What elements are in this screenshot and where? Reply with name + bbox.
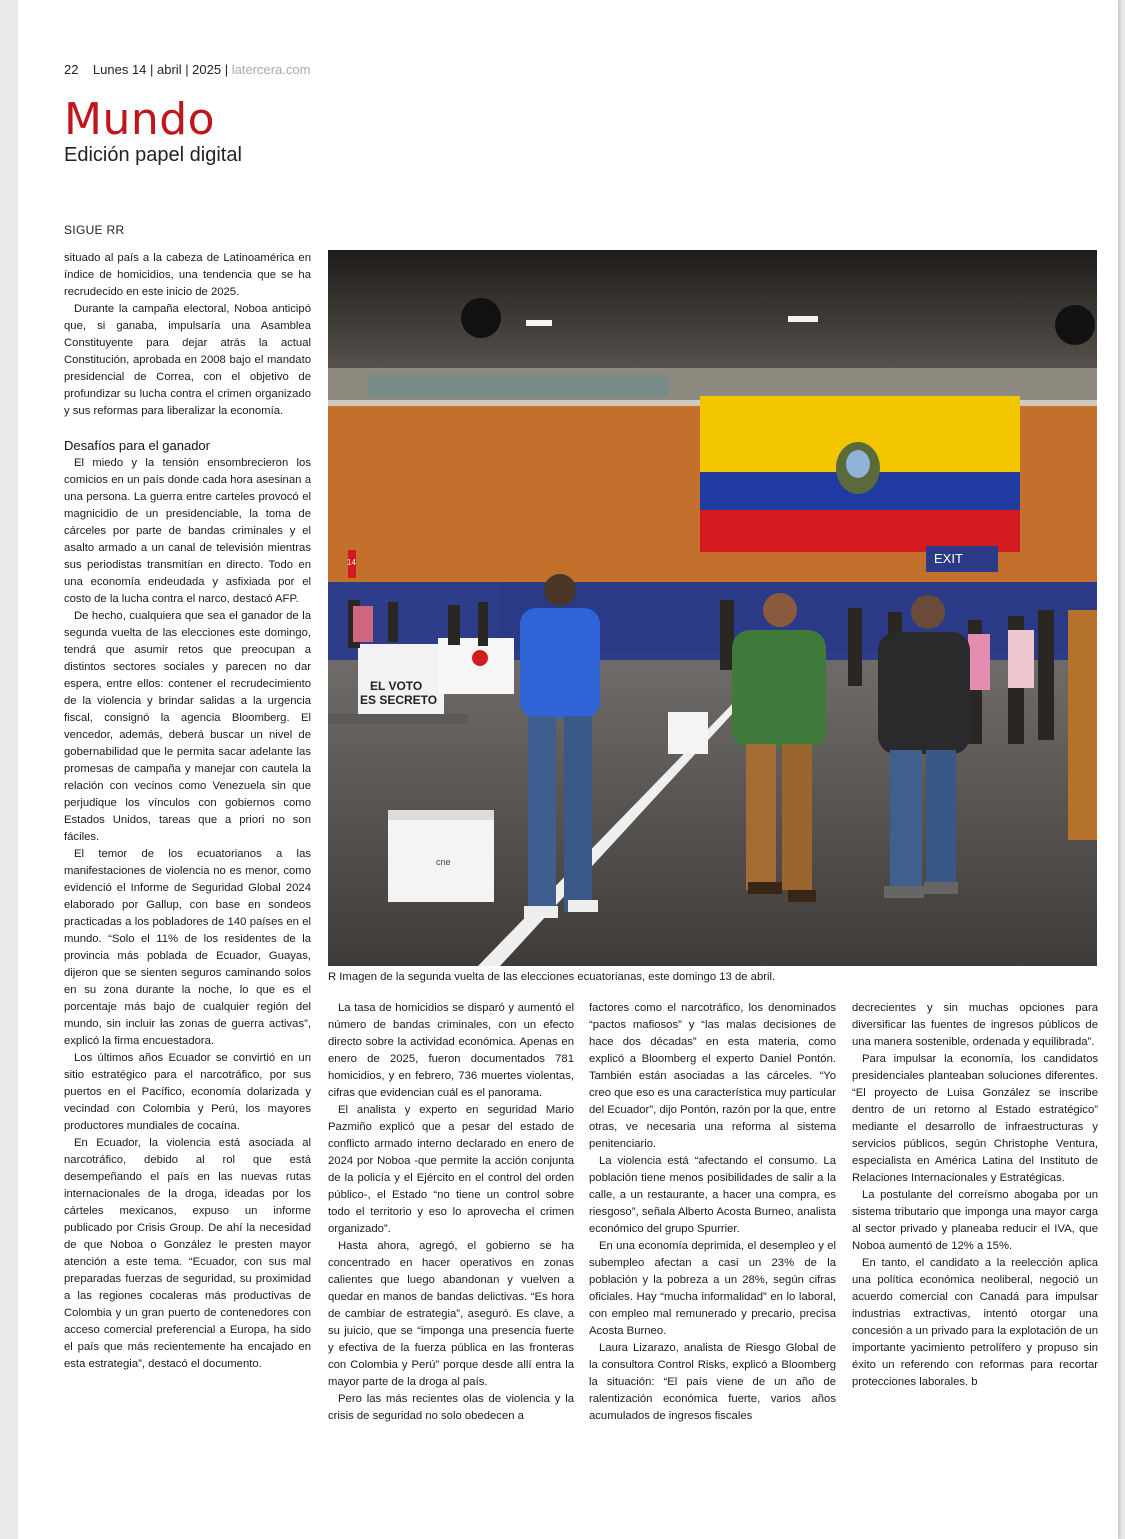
flag-red-stripe: [700, 510, 1020, 552]
page-number: 22: [64, 62, 79, 77]
paragraph: El miedo y la tensión ensombrecieron los comicios en un país donde cada hora asesinan a una persona. La guerra entre carteles provocó el magnicidio de un presidenciable, la toma de cárceles por parte de bandas criminales y el asalto armado a un canal de televisión mientras sus periodistas transmitían en directo. Todo en una economía endeudada y asfixiada por el costo de la lucha contra el narco, destacó AFP.: [64, 457, 311, 605]
paragraph: El temor de los ecuatorianos a las manifestaciones de violencia no es menor, como evidenció el Informe de Seguridad Global 2024 elaborado por Gallup, con base en sondeos practicadas a los pobladores de 140 países en el mundo. “Solo el 11% de los residentes de la provincia más poblada de Ecuador, Guayas, dijeron que se sienten seguros caminando solos en su zona durante la noche, lo que es el porcentaje más bajo de cualquier región del mundo, sin incluir las zonas de guerra activas”, explicó la firma encuestadora.: [64, 848, 311, 1047]
article-column-2: [328, 1000, 574, 1425]
exit-sign-text: EXIT: [934, 551, 963, 566]
site-link[interactable]: latercera.com: [231, 62, 311, 77]
photo-caption: R Imagen de la segunda vuelta de las elecciones ecuatorianas, este domingo 13 de abril.: [328, 971, 776, 983]
paragraph: Durante la campaña electoral, Noboa anticipó que, si ganaba, impulsaría una Asamblea Constituyente para dejar atrás la actual Constitución, aprobada en 2008 bajo el mandato presidencial de Correa, con el objetivo de profundizar su lucha contra el crimen organizado y sus reformas para liberalizar la economía.: [64, 303, 311, 417]
paragraph: Pero las más recientes olas de violencia y la crisis de seguridad no solo obedecen a: [328, 1393, 574, 1422]
page-date: Lunes 14 | abril | 2025 |: [92, 62, 229, 77]
paragraph: Laura Lizarazo, analista de Riesgo Global de la consultora Control Risks, explicó a Bloomberg la situación: “El país viene de un año de ralentización económica fuerte, varios años acumulados de ingresos fiscales: [589, 1342, 836, 1422]
page-header-line: [64, 62, 310, 77]
newspaper-page: [18, 0, 1118, 1539]
paragraph: Los últimos años Ecuador se convirtió en un sitio estratégico para el narcotráfico, por sus puertos en el Pacífico, economía dolarizada y vecindad con Colombia y Perú, los mayores productores mundiales de cocaína.: [64, 1052, 311, 1132]
ecuador-flag: [700, 396, 1020, 552]
paragraph: La postulante del correísmo abogaba por un sistema tributario que imponga una mayor carga al sector privado y planeaba reducir el IVA, que Noboa aumentó de 12% a 15%.: [852, 1189, 1098, 1252]
edition-subtitle: Edición papel digital: [64, 144, 242, 166]
paragraph: factores como el narcotráfico, los denominados “pactos mafiosos” y “las malas decisiones de hace dos décadas” en esta materia, como explicó a Bloomberg el experto Daniel Pontón. También están asociadas a las cárceles. “Yo creo que eso es una característica muy particular del Ecuador”, dijo Pontón, razón por la que, entre otras, ve necesaria una reforma al sistema penitenciario.: [589, 1002, 836, 1150]
paragraph: Hasta ahora, agregó, el gobierno se ha concentrado en hacer operativos en zonas calientes que luego abandonan y vuelven a quedar en manos de bandas delictivas. “Es hora de cambiar de estrategia”, aseguró. Es clave, a su juicio, que se “imponga una presencia fuerte y efectiva de la fuerza pública en las fronteras con Colombia y Perú” porque desde allí entra la mayor parte de la droga al país.: [328, 1240, 574, 1388]
article-column-4: [852, 1000, 1098, 1391]
paragraph: situado al país a la cabeza de Latinoamérica en índice de homicidios, una tendencia que se ha recrudecido en este inicio de 2025.: [64, 252, 311, 298]
column-marker: 14: [347, 558, 356, 567]
paragraph: decrecientes y sin muchas opciones para diversificar las fuentes de ingresos públicos de una manera sostenible, ordenada y equilibrada”.: [852, 1002, 1098, 1048]
paragraph: La violencia está “afectando el consumo. La población tiene menos posibilidades de salir a la calle, a un restaurante, a hacer una compra, es riesgoso”, señala Alberto Acosta Burneo, analista económico del grupo Spurrier.: [589, 1155, 836, 1235]
paragraph: De hecho, cualquiera que sea el ganador de la segunda vuelta de las elecciones este domingo, tendrá que asumir retos que preocupan a distintos sectores sociales y parecen no dar espera, entre ellos: contener el recrudecimiento de la violencia y brindar salidas a la urgencia fiscal, consignó la agencia Bloomberg. El vencedor, además, deberá buscar un nivel de gobernabilidad que le permita sacar adelante las promesas de campaña y manejar con cautela la relación con vecinos como Venezuela sin que perjudique los vínculos con gobiernos como Estados Unidos, tareas que a priori no son fáciles.: [64, 610, 311, 843]
continued-label: SIGUE RR: [64, 223, 125, 237]
paragraph: En tanto, el candidato a la reelección aplica una política económica neoliberal, negoció un acuerdo comercial con Canadá para impulsar industrias extractivas, intentó otorgar una concesión a un privado para la explotación de un importante yacimiento petrolífero y propuso sin éxito un referendo con reformas para recortar protecciones laborales. b: [852, 1257, 1098, 1388]
paragraph: El analista y experto en seguridad Mario Pazmiño explicó que a pesar del estado de conflicto armado interno declarado en enero de 2024 por Noboa -que permite la acción conjunta de la policía y el Ejército en el control del orden público-, el Estado “no tiene un control sobre todo el territorio y eso lo aprovecha el crimen organizado”.: [328, 1104, 574, 1235]
paragraph: La tasa de homicidios se disparó y aumentó el número de bandas criminales, con un efecto directo sobre la actividad económica. Apenas en enero de 2025, fueron documentados 781 homicidios, y en febrero, 736 muertes violentas, cifras que evidencian cuál es el panorama.: [328, 1002, 574, 1099]
paragraph: Para impulsar la economía, los candidatos presidenciales planteaban soluciones diferentes. “El proyecto de Luisa González se inscribe dentro de un retorno al Estado estratégico” mediante el desarrollo de infraestructuras y servicios públicos, según Christophe Ventura, especialista en América Latina del Instituto de Relaciones Internacionales y Estratégicas.: [852, 1053, 1098, 1184]
paragraph: En una economía deprimida, el desempleo y el subempleo afectan a casi un 23% de la población y la pobreza a un 28%, según cifras oficiales. Hay “mucha informalidad” en lo laboral, con empleo mal remunerado y precario, precisa Acosta Burneo.: [589, 1240, 836, 1337]
article-column-3: [589, 1000, 836, 1425]
box-brand: cne: [436, 857, 451, 867]
election-photo: [328, 250, 1097, 966]
paragraph: En Ecuador, la violencia está asociada al narcotráfico, debido al rol que está desempeñando el país en las nuevas rutas internacionales de la droga, ideadas por los cárteles mexicanos, expuso un informe publicado por Crisis Group. De ahí la necesidad de que Noboa o González le presten mayor atención a este tema. “Ecuador, con sus mal preparadas fuerzas de seguridad, su proximidad a las regiones cocaleras más productivas de Colombia y un gran puerto de contenedores con acceso comercial preferencial a Europa, ha sido el país que más recientemente ha encajado en esta estrategia”, destacó el documento.: [64, 1137, 311, 1370]
sign-voto-line2: ES SECRETO: [360, 693, 438, 707]
subheading: Desafíos para el ganador: [64, 438, 210, 453]
article-column-1: [64, 250, 311, 1373]
sign-voto-line1: EL VOTO: [370, 679, 423, 693]
section-title: Mundo: [64, 94, 216, 145]
